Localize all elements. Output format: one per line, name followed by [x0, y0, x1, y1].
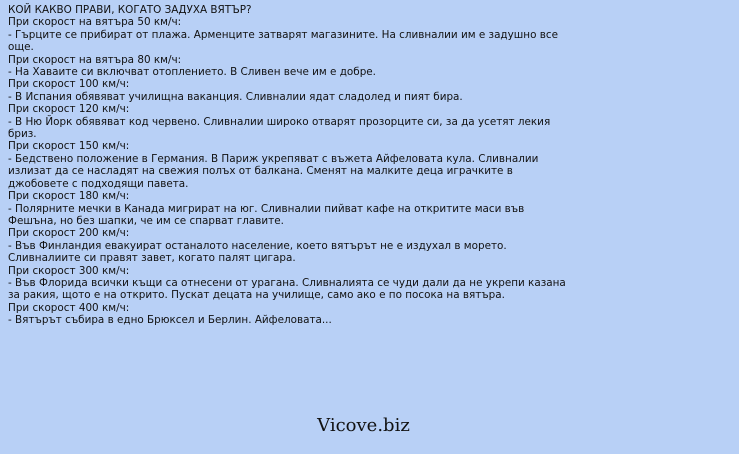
joke-line: - Полярните мечки в Канада мигрират на юг. Сливналии пийват кафе на откритите маси във Фешъна, но без шапки, че им се спарват главите.	[8, 202, 525, 227]
joke-line: При скорост 300 км/ч:	[8, 264, 130, 277]
joke-line: При скорост 150 км/ч:	[8, 140, 130, 153]
joke-line: - Бедствено положение в Германия. В Париж укрепяват с въжета Айфеловата кула. Сливналии излизат да се насладят на свежия полъх от балкана. Сменят на малките деца играчките в джобовете с подходящи павета.	[8, 152, 539, 190]
joke-line: При скорост на вятъра 80 км/ч:	[8, 53, 182, 66]
joke-line: - Гърците се прибират от плажа. Арменците затварят магазините. На сливналии им е задушно все още.	[8, 28, 558, 54]
joke-text	[8, 4, 568, 327]
joke-title: КОЙ КАКВО ПРАВИ, КОГАТО ЗАДУХА ВЯТЪР?	[8, 4, 252, 16]
joke-line: При скорост 120 км/ч:	[8, 103, 130, 116]
joke-line: При скорост 180 км/ч:	[8, 190, 130, 203]
joke-line: - На Хаваите си включват отоплението. В Сливен вече им е добре.	[8, 66, 376, 79]
joke-line: - Във Флорида всички къщи са отнесени от урагана. Сливналията се чуди дали да не укрепи казана за ракия, щото е на открито. Пускат децата на училище, само ако е по посока на вятъра.	[8, 276, 566, 302]
joke-line: При скорост 200 км/ч:	[8, 227, 130, 240]
joke-line: При скорост на вятъра 50 км/ч:	[8, 16, 182, 29]
joke-line: - Във Финландия евакуират останалото население, което вятърът не е издухал в морето. Сливналиите си правят завет, когато палят цигара.	[8, 239, 507, 265]
site-watermark: Vicove.biz	[317, 415, 410, 436]
joke-line: - В Ню Йорк обявяват код червено. Сливналии широко отварят прозорците си, за да усетят лекия бриз.	[8, 115, 551, 141]
joke-line: При скорост 400 км/ч:	[8, 301, 130, 314]
joke-line: При скорост 100 км/ч:	[8, 78, 130, 91]
joke-line: - Вятърът събира в едно Брюксел и Берлин. Айфеловата...	[8, 314, 332, 327]
joke-line: - В Испания обявяват училищна ваканция. Сливналии ядат сладолед и пият бира.	[8, 90, 463, 103]
